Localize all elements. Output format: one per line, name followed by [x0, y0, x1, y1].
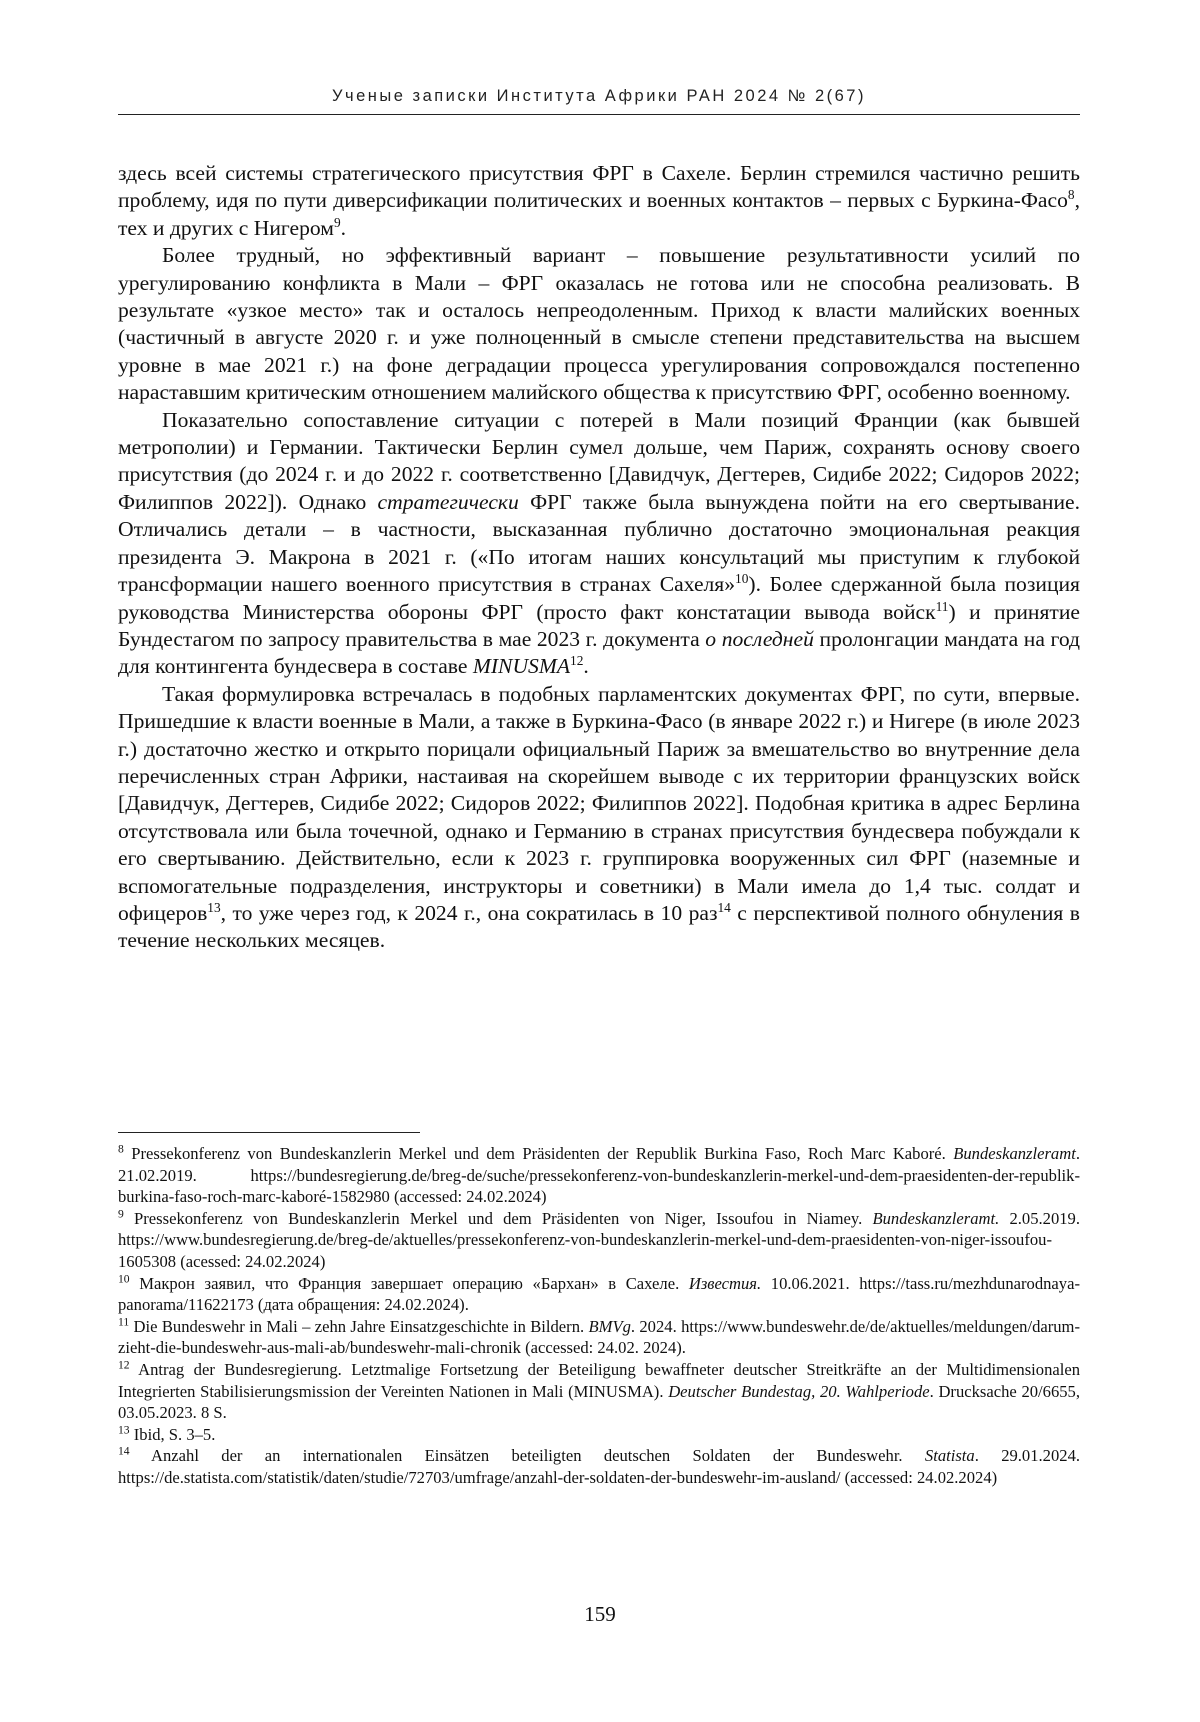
footnote-11: $^{11}$ Die Bundeswehr in Mali – zehn Jahre Einsatzgeschichte in Bildern. BMVg. 2024. https://www.bundeswehr.de/de/aktuelles/meldungen/darum-zieht-die-bundeswehr-aus-mali-ab/bundeswehr-mali-chronik (accessed: 24.02. 2024).: [118, 1315, 1080, 1358]
paragraph-3: Показательно сопоставление ситуации с потерей в Мали позиций Франции (как бывшей метрополии) и Германии. Тактически Берлин сумел дольше, чем Париж, сохранять основу своего присутствия (до 2024 г. и до 2022 г. соответственно [Давидчук, Дегтерев, Сидибе 2022; Сидоров 2022; Филиппов 2022]). Однако стратегически ФРГ также была вынуждена пойти на его свертывание. Отличались детали – в частности, высказанная публично достаточно эмоциональная реакция президента Э. Макрона в 2021 г. («По итогам наших консультаций мы приступим к глубокой трансформации нашего военного присутствия в странах Сахеля»$^{10}$). Более сдержанной была позиция руководства Министерства обороны ФРГ (просто факт констатации вывода войск$^{11}$) и принятие Бундестагом по запросу правительства в мае 2023 г. документа о последней пролонгации мандата на год для контингента бундесвера в составе MINUSMA$^{12}$.: [118, 407, 1081, 679]
footnote-9: $^9$ Pressekonferenz von Bundeskanzlerin Merkel und dem Präsidenten von Niger, Issoufou in Niamey. Bundeskanzleramt. 2.05.2019. https://www.bundesregierung.de/breg-de/aktuelles/pressekonferenz-von-bundeskanzlerin-merkel-und-dem-praesidenten-von-niger-issoufou-1605308 (acessed: 24.02.2024): [118, 1207, 1080, 1271]
running-header: Ученые записки Института Африки РАН 2024 № 2(67): [118, 84, 1080, 115]
paragraph-2: Более трудный, но эффективный вариант – повышение результативности усилий по урегулированию конфликта в Мали – ФРГ оказалась не готова или не способна реализовать. В результате «узкое место» так и осталось непреодоленным. Приход к власти малийских военных (частичный в августе 2020 г. и уже полноценный в смысле степени представительства на высшем уровне в мае 2021 г.) на фоне деградации процесса урегулирования сопровождался постепенно нараставшим критическим отношением малийского общества к присутствию ФРГ, особенно военному.: [118, 243, 1080, 405]
footnote-ref-8[interactable]: 8: [1067, 187, 1075, 203]
paragraph-4: Такая формулировка встречалась в подобных парламентских документах ФРГ, по сути, впервые. Пришедшие к власти военные в Мали, а также в Буркина-Фасо (в январе 2022 г.) и Нигере (в июле 2023 г.) достаточно жестко и открыто порицали официальный Париж за вмешательство во внутренние дела перечисленных стран Африки, настаивая на скорейшем выводе с их территории французских войск [Давидчук, Дегтерев, Сидибе 2022; Сидоров 2022; Филиппов 2022]. Подобная критика в адрес Берлина отсутствовала или была точечной, однако и Германию в странах присутствия бундесвера побуждали к его свертыванию. Действительно, если к 2023 г. группировка вооруженных сил ФРГ (наземные и вспомогательные подразделения, инструкторы и советники) в Мали имела до 1,4 тыс. солдат и офицеров$^{13}$, то уже через год, к 2024 г., она сократилась в 10 раз$^{14}$ с перспективой полного обнуления в течение нескольких месяцев.: [118, 681, 1080, 953]
footnote-13: $^{13}$ Ibid, S. 3–5.: [118, 1423, 216, 1444]
page-number: 159: [584, 1602, 616, 1626]
footnote-ref-10[interactable]: 10: [735, 570, 749, 586]
footnote-ref-13[interactable]: 13: [207, 899, 221, 915]
footnote-ref-14[interactable]: 14: [717, 899, 731, 915]
paragraph-1: здесь всей системы стратегического присутствия ФРГ в Сахеле. Берлин стремился частично решить проблему, идя по пути диверсификации политических и военных контактов – первых с Буркина-Фасо$^8$, тех и других с Нигером$^9$.: [118, 161, 1080, 240]
footnote-ref-9[interactable]: 9: [333, 214, 341, 230]
article-body: [118, 160, 1080, 955]
footnote-separator: [118, 1132, 420, 1133]
footnotes: [118, 1143, 1080, 1489]
footnote-ref-12[interactable]: 12: [570, 653, 584, 669]
footnote-8: $^8$ Pressekonferenz von Bundeskanzlerin Merkel und dem Präsidenten der Republik Burkina Faso, Roch Marc Kaboré. Bundeskanzleramt. 21.02.2019. https://bundesregierung.de/breg-de/suche/pressekonferenz-von-bundeskanzlerin-merkel-und-dem-praesidenten-der-republik-burkina-faso-roch-marc-kaboré-1582980 (accessed: 24.02.2024): [118, 1142, 1080, 1207]
footnote-14: $^{14}$ Anzahl der an internationalen Einsätzen beteiligten deutschen Soldaten der Bundeswehr. Statista. 29.01.2024. https://de.statista.com/statistik/daten/studie/72703/umfrage/anzahl-der-soldaten-der-bundeswehr-im-ausland/ (accessed: 24.02.2024): [118, 1444, 1081, 1487]
footnote-10: $^{10}$ Макрон заявил, что Франция завершает операцию «Бархан» в Сахеле. Известия. 10.06.2021. https://tass.ru/mezhdunarodnaya-panorama/11622173 (дата обращения: 24.02.2024).: [118, 1272, 1080, 1315]
footnote-12: $^{12}$ Antrag der Bundesregierung. Letztmalige Fortsetzung der Beteiligung bewaffneter deutscher Streitkräfte an der Multidimensionalen Integrierten Stabilisierungsmission der Vereinten Nationen in Mali (MINUSMA). Deutscher Bundestag, 20. Wahlperiode. Drucksache 20/6655, 03.05.2023. 8 S.: [118, 1358, 1081, 1423]
footnote-ref-11[interactable]: 11: [935, 598, 949, 614]
